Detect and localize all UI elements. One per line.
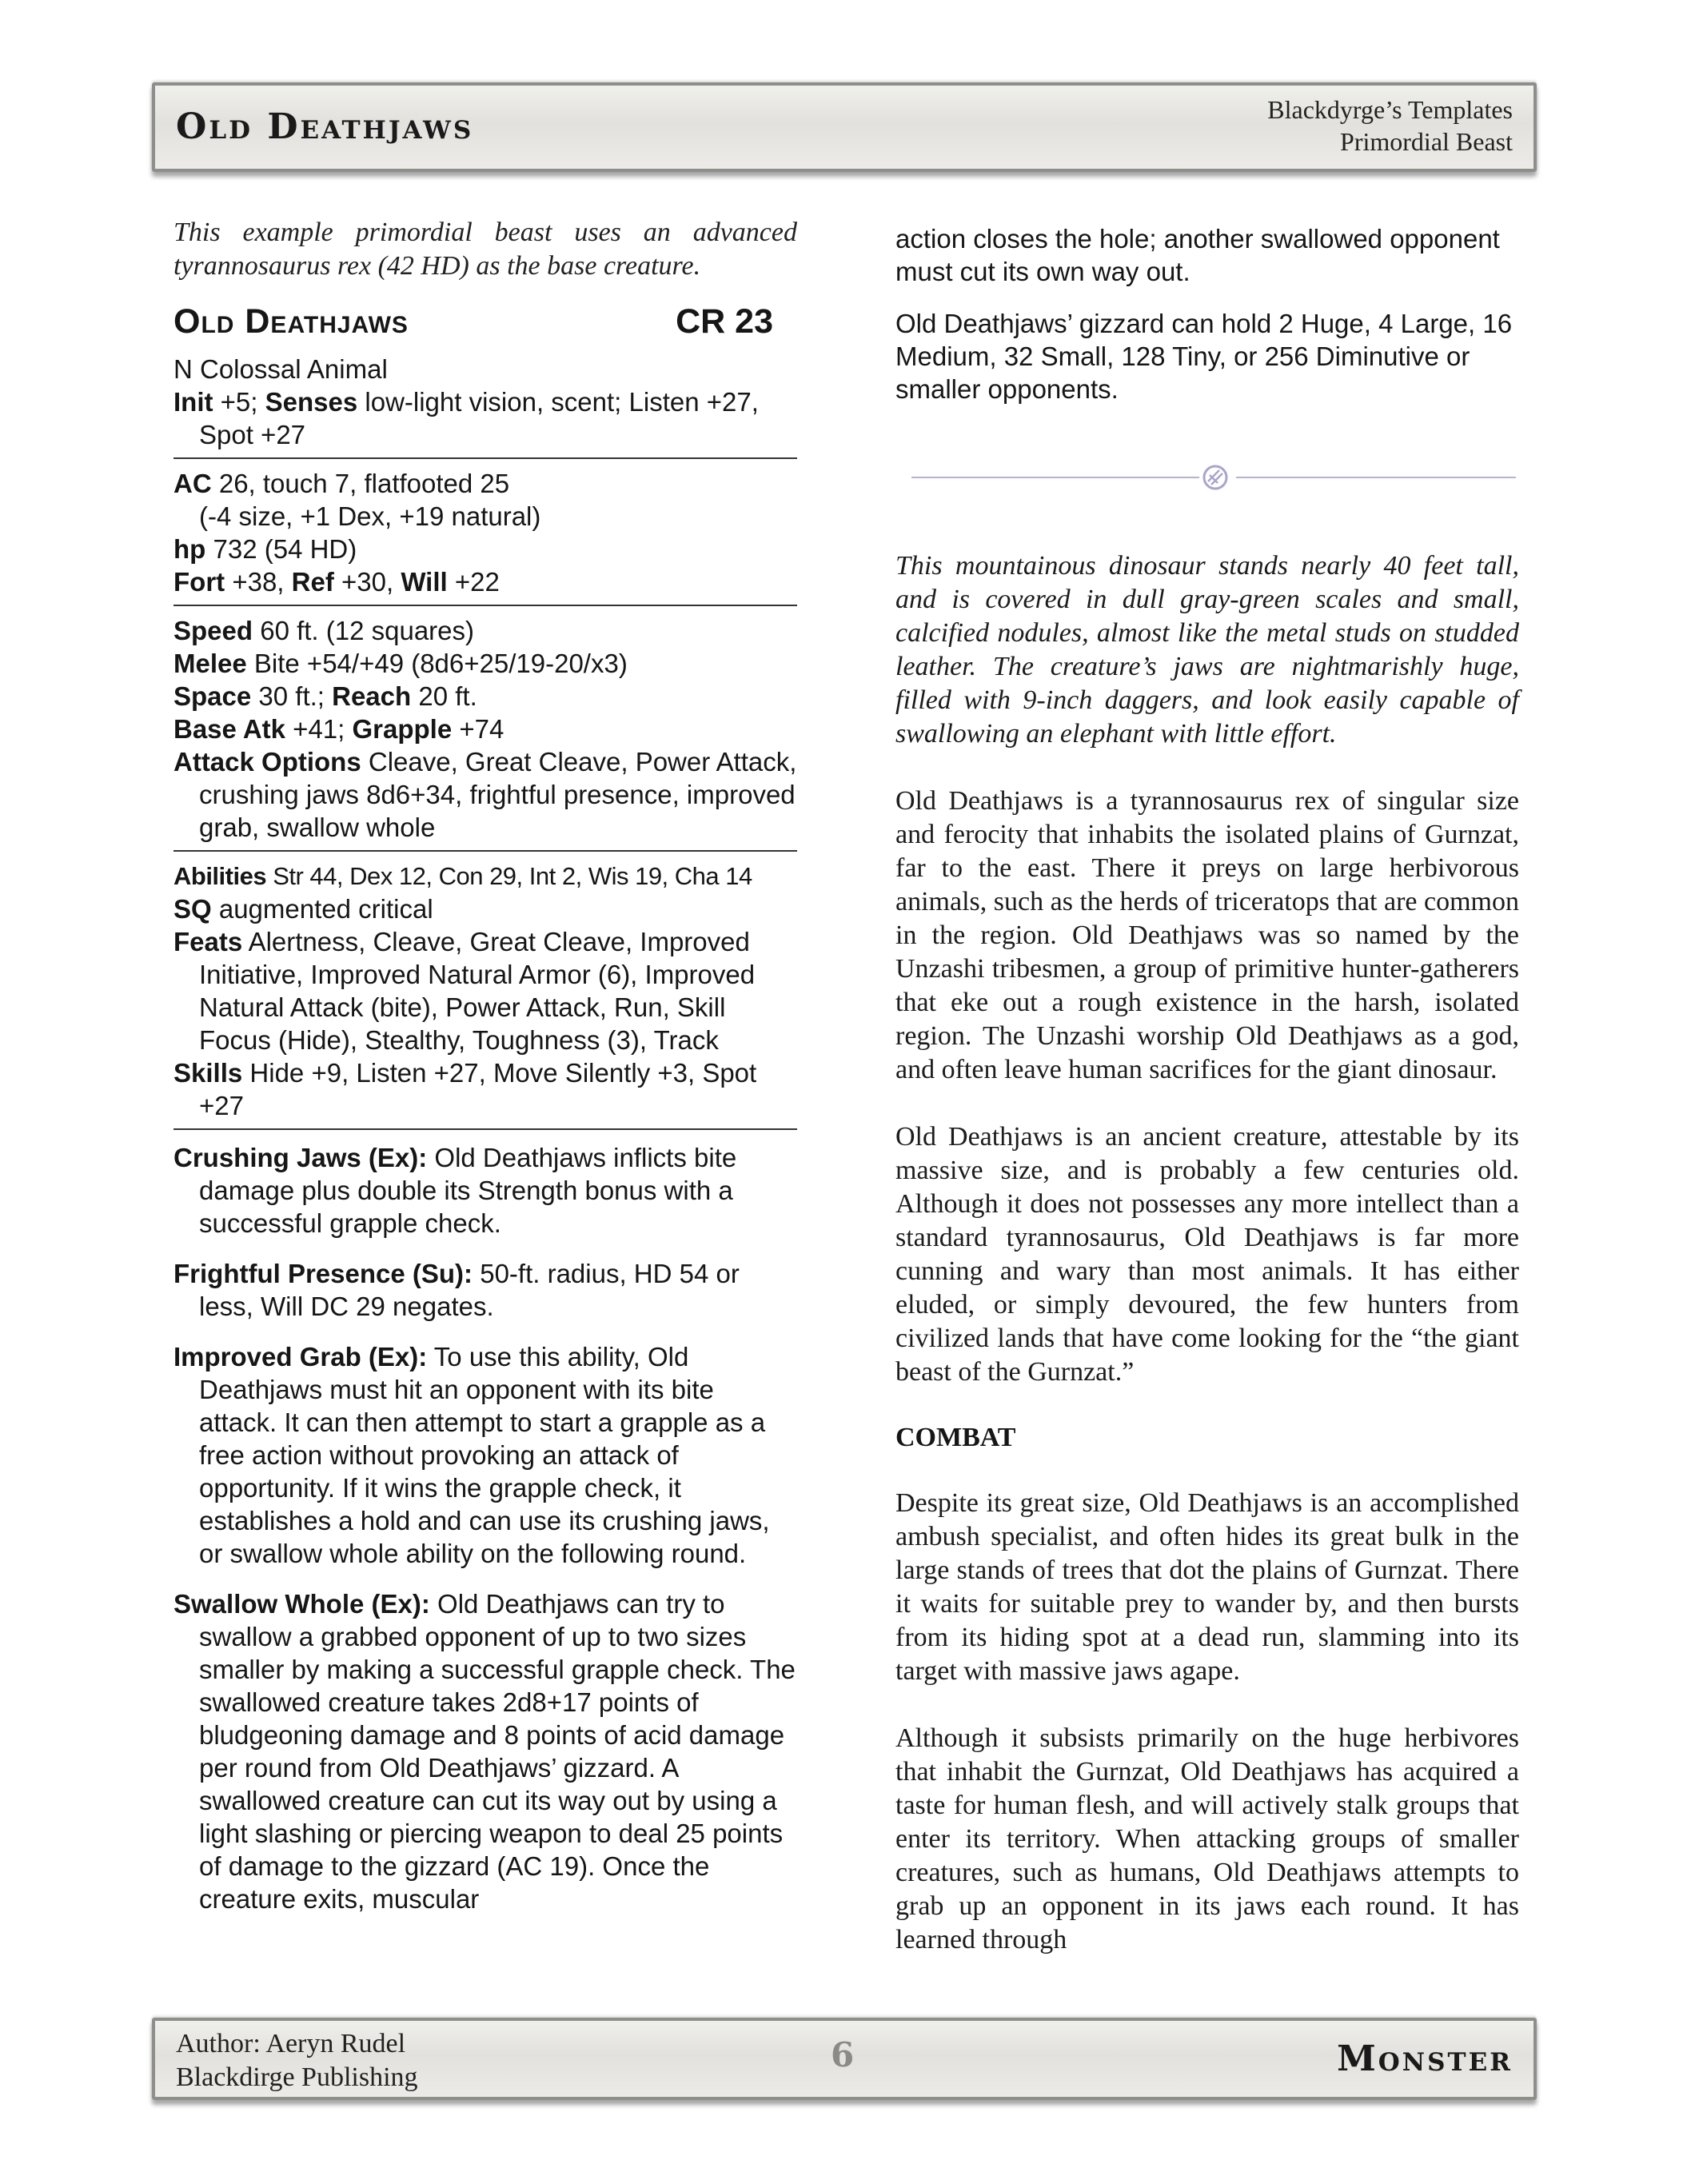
ability-improved-grab: Improved Grab (Ex): To use this ability, Old Deathjaws must hit an opponent with its bite attack. It can then attempt to start a grapple as a free action without provoking an attack of opportunity. If it wins the grapple check, it establishes a hold and can use its crushing jaws, or swallow whole ability on the following round. [173,1342,770,1568]
base-attack-line: Base Atk +41; Grapple +74 [173,714,505,744]
combat-paragraph-1: Despite its great size, Old Deathjaws is an accomplished ambush specialist, and often hides its great bulk in the large stands of trees that dot the plains of Gurnzat. There it waits for suitable prey to wander by, and then bursts from its hiding spot at a dead run, slamming into its target with massive jaws agape. [895,1488,1519,1686]
knot-ornament-icon [1202,464,1229,491]
gizzard-capacity: Old Deathjaws’ gizzard can hold 2 Huge, 4 Large, 16 Medium, 32 Small, 128 Tiny, or 256 Diminutive or smaller opponents. [895,309,1513,404]
header-banner [152,82,1537,172]
init-senses-line: Init +5; Senses low-light vision, scent; Listen +27, Spot +27 [173,387,759,449]
ability-crushing-jaws: Crushing Jaws (Ex): Old Deathjaws inflicts bite damage plus double its Strength bonus with a successful grapple check. [173,1143,737,1238]
header-series: Blackdyrge’s Templates [1267,95,1513,124]
ac-line: AC 26, touch 7, flatfooted 25 [173,469,510,498]
feats-line: Feats Alertness, Cleave, Great Cleave, Improved Initiative, Improved Natural Armor (6), Improved Natural Attack (bite), Power Attack, Run, Skill Focus (Hide), Stealthy, Toughness (3), Track [173,927,756,1055]
page-number: 6 [831,2035,855,2074]
hp-line: hp 732 (54 HD) [173,534,357,564]
stat-block-heading [173,302,797,341]
ability-scores-line: Abilities Str 44, Dex 12, Con 29, Int 2, Wis 19, Cha 14 [173,862,752,890]
sq-line: SQ augmented critical [173,894,433,924]
intro-text: This example primordial beast uses an advanced tyrannosaurus rex (42 HD) as the base creature. [173,218,797,281]
challenge-rating: CR 23 [676,302,773,341]
divider-rule [173,1128,797,1130]
footer-category: Monster [1337,2038,1513,2079]
header-subtitle: Primordial Beast [1340,127,1513,156]
ac-modifiers: (-4 size, +1 Dex, +19 natural) [199,501,541,531]
ornamental-divider [895,453,1519,501]
melee-line: Melee Bite +54/+49 (8d6+25/19-20/x3) [173,649,628,678]
saves-line: Fort +38, Ref +30, Will +22 [173,567,500,597]
skills-line: Skills Hide +9, Listen +27, Move Silently +3, Spot +27 [173,1058,757,1120]
swallow-continued: action closes the hole; another swallowed opponent must cut its own way out. [895,224,1500,286]
combat-heading: COMBAT [895,1423,1016,1452]
combat-paragraph-2: Although it subsists primarily on the huge herbivores that inhabit the Gurnzat, Old Deathjaws has acquired a taste for human flesh, and will actively stalk groups that enter its territory. When attacking groups of smaller creatures, such as humans, Old Deathjaws attempts to grab up an opponent in its jaws each round. It has learned through [895,1723,1519,1954]
lore-paragraph-2: Old Deathjaws is an ancient creature, attestable by its massive size, and is probably a few centuries old. Although it does not possesses any more intellect than a standard tyrannosaurus, Old Deathjaws is far more cunning and wary than most animals. It has either eluded, or simply devoured, the few hunters from civilized lands that have come looking for the “the giant beast of the Gurnzat.” [895,1122,1519,1387]
divider-rule [173,457,797,459]
type-line: N Colossal Animal [173,354,388,384]
ability-swallow-whole: Swallow Whole (Ex): Old Deathjaws can try to swallow a grabbed opponent of up to two sizes smaller by making a successful grapple check. The swallowed creature takes 2d8+17 points of bludgeoning damage and 8 points of acid damage per round from Old Deathjaws’ gizzard. A swallowed creature can cut its way out by using a light slashing or piercing weapon to deal 25 points of damage to the gizzard (AC 19). Once the creature exits, muscular [173,1589,796,1914]
footer-banner [152,2018,1537,2100]
description-text: This mountainous dinosaur stands nearly 40 feet tall, and is covered in dull gray-green scales and small, calcified nodules, almost like the metal studs on studded leather. The creature’s jaws are nightmarishly huge, filled with 9-inch daggers, and look easily capable of swallowing an elephant with little effort. [895,551,1519,749]
footer-author: Author: Aeryn Rudel [176,2029,406,2058]
attack-options-line: Attack Options Cleave, Great Cleave, Power Attack, crushing jaws 8d6+34, frightful presence, improved grab, swallow whole [173,747,797,842]
header-series-block [1267,94,1513,158]
divider-rule [173,850,797,852]
header-title: Old Deathjaws [176,106,474,147]
speed-line: Speed 60 ft. (12 squares) [173,616,475,645]
lore-paragraph-1: Old Deathjaws is a tyrannosaurus rex of singular size and ferocity that inhabits the isolated plains of Gurnzat, far to the east. There it preys on large herbivorous animals, such as the herds of triceratops that are common in the region. Old Deathjaws was so named by the Unzashi tribesmen, a group of primitive hunter-gatherers that eke out a rough existence in the harsh, isolated region. The Unzashi worship Old Deathjaws as a god, and often leave human sacrifices for the giant dinosaur. [895,786,1519,1084]
creature-name: Old Deathjaws [173,302,409,341]
footer-publisher: Blackdirge Publishing [176,2062,418,2092]
space-reach-line: Space 30 ft.; Reach 20 ft. [173,681,477,711]
footer-credits [176,2027,418,2094]
right-column [895,222,1519,1990]
left-column [173,216,797,1933]
ability-frightful-presence: Frightful Presence (Su): 50-ft. radius, HD 54 or less, Will DC 29 negates. [173,1259,740,1321]
divider-rule [173,605,797,606]
